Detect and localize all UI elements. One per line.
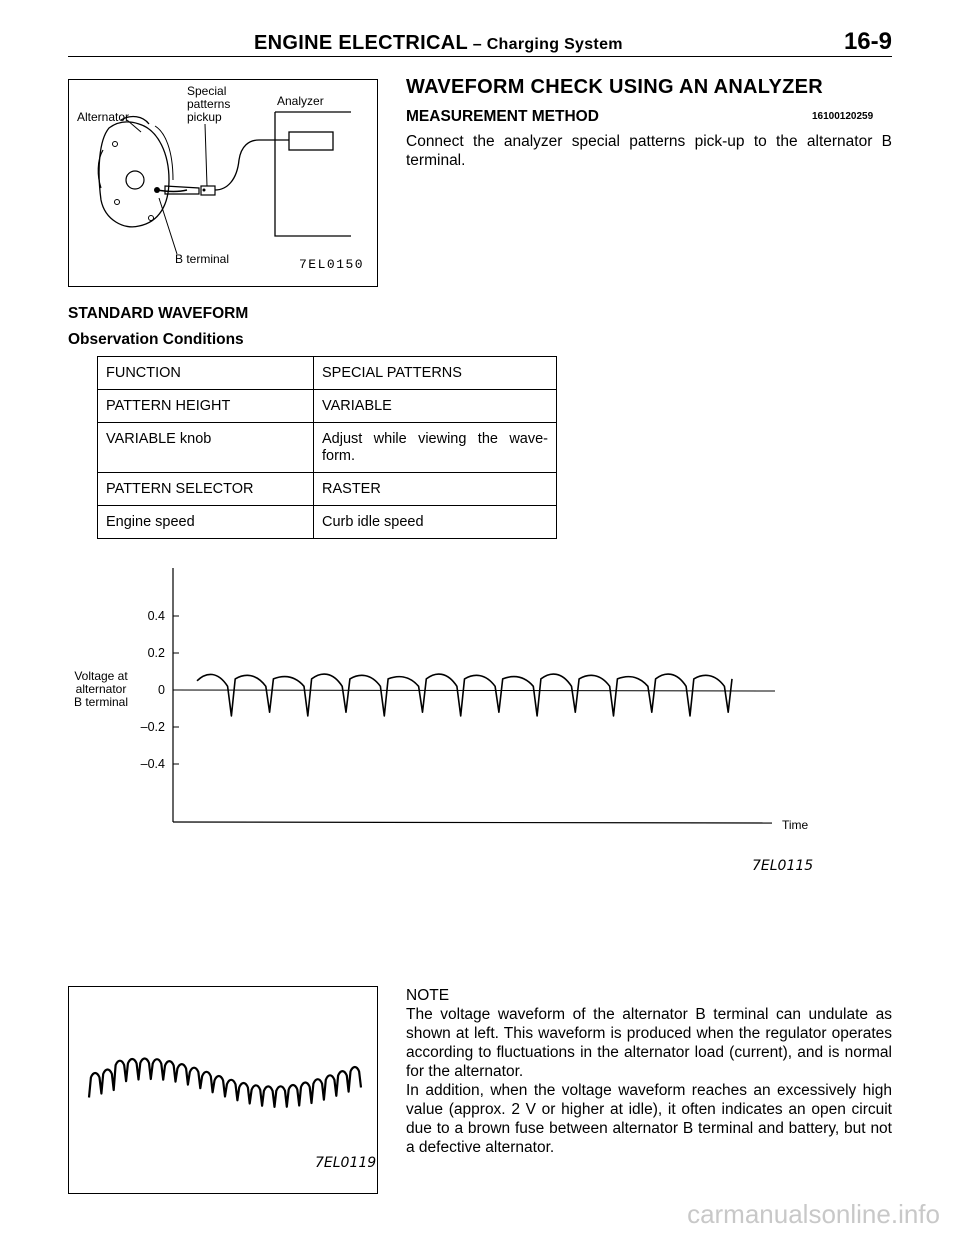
standard-waveform-heading: STANDARD WAVEFORM <box>68 305 249 322</box>
y-axis-label <box>74 670 128 709</box>
page-header <box>68 26 892 57</box>
x-axis-label: Time <box>782 818 809 832</box>
watermark: carmanualsonline.info <box>687 1199 940 1229</box>
figure3-code: 7EL0119 <box>315 1155 377 1171</box>
section-heading: WAVEFORM CHECK USING AN ANALYZER <box>406 76 824 98</box>
label-pickup: pickup <box>187 110 222 124</box>
header-title <box>254 32 623 55</box>
condition-value: VARIABLE <box>314 390 557 423</box>
y-tick-label: 0.4 <box>147 609 165 623</box>
standard-waveform-chart <box>60 560 820 880</box>
condition-label: FUNCTION <box>98 357 314 390</box>
waveform-plot <box>60 560 820 880</box>
note-text: The voltage waveform of the alternator B terminal can undulate as shown at left. This waveform is produced when the regulator operates according to fluctuations in the alternator load (current), and is normal for the alternator. <box>406 1006 892 1080</box>
chart-code: 7EL0115 <box>752 858 814 874</box>
section-heading-block <box>406 76 823 99</box>
note-label: NOTE <box>406 987 450 1004</box>
condition-value: SPECIAL PATTERNS <box>314 357 557 390</box>
y-axis-label-line: alternator <box>75 682 127 696</box>
y-axis-label-text <box>74 670 128 709</box>
y-axis-label-line: Voltage at <box>74 669 128 683</box>
label-analyzer: Analyzer <box>277 94 324 108</box>
y-tick-label: –0.4 <box>140 757 165 771</box>
condition-row <box>98 473 557 506</box>
condition-value: RASTER <box>314 473 557 506</box>
condition-label: PATTERN HEIGHT <box>98 390 314 423</box>
label-alternator: Alternator <box>77 110 130 124</box>
label-b-terminal: B terminal <box>175 252 230 266</box>
condition-label: Engine speed <box>98 506 314 539</box>
header-subtitle: Charging System <box>486 36 623 53</box>
header-section-title: ENGINE ELECTRICAL <box>254 32 468 54</box>
y-axis-label-line: B terminal <box>74 695 129 709</box>
note-text-2: In addition, when the voltage waveform reaches an excessively high value (approx. 2 V or higher at idle), it often indicates an open circuit due to a brown fuse between alternator B terminal and battery, but not a defective alternator. <box>406 1082 892 1156</box>
label-patterns: patterns <box>187 97 231 111</box>
figure-code: 7EL0150 <box>299 257 365 272</box>
undulating-waveform-line <box>89 1059 361 1107</box>
x-axis-line <box>173 822 772 823</box>
y-tick-label: –0.2 <box>140 720 165 734</box>
label-special: Special <box>187 84 227 98</box>
condition-value: Curb idle speed <box>314 506 557 539</box>
condition-value: Adjust while viewing the wave-form. <box>314 423 557 473</box>
y-tick-label: 0.2 <box>147 646 165 660</box>
observation-conditions-heading: Observation Conditions <box>68 331 244 348</box>
zero-line <box>173 690 775 691</box>
observation-conditions-table <box>97 356 557 539</box>
condition-row <box>98 506 557 539</box>
method-code: 16100120259 <box>812 111 874 122</box>
condition-row <box>98 357 557 390</box>
condition-row <box>98 423 557 473</box>
condition-label: VARIABLE knob <box>98 423 314 473</box>
y-tick-label: 0 <box>158 683 165 697</box>
page-number: 16-9 <box>843 28 892 55</box>
measurement-method-heading: MEASUREMENT METHOD <box>406 108 599 125</box>
measurement-method-text: Connect the analyzer special patterns pick-up to the alternator B terminal. <box>406 133 892 169</box>
note-block <box>406 986 892 1157</box>
condition-label: PATTERN SELECTOR <box>98 473 314 506</box>
undulating-waveform-figure <box>68 986 378 1194</box>
label-special-patterns-pickup <box>187 85 230 124</box>
condition-row <box>98 390 557 423</box>
alternator-diagram-figure <box>68 79 378 287</box>
header-separator: – <box>468 36 487 53</box>
waveform-series-line <box>197 674 732 716</box>
